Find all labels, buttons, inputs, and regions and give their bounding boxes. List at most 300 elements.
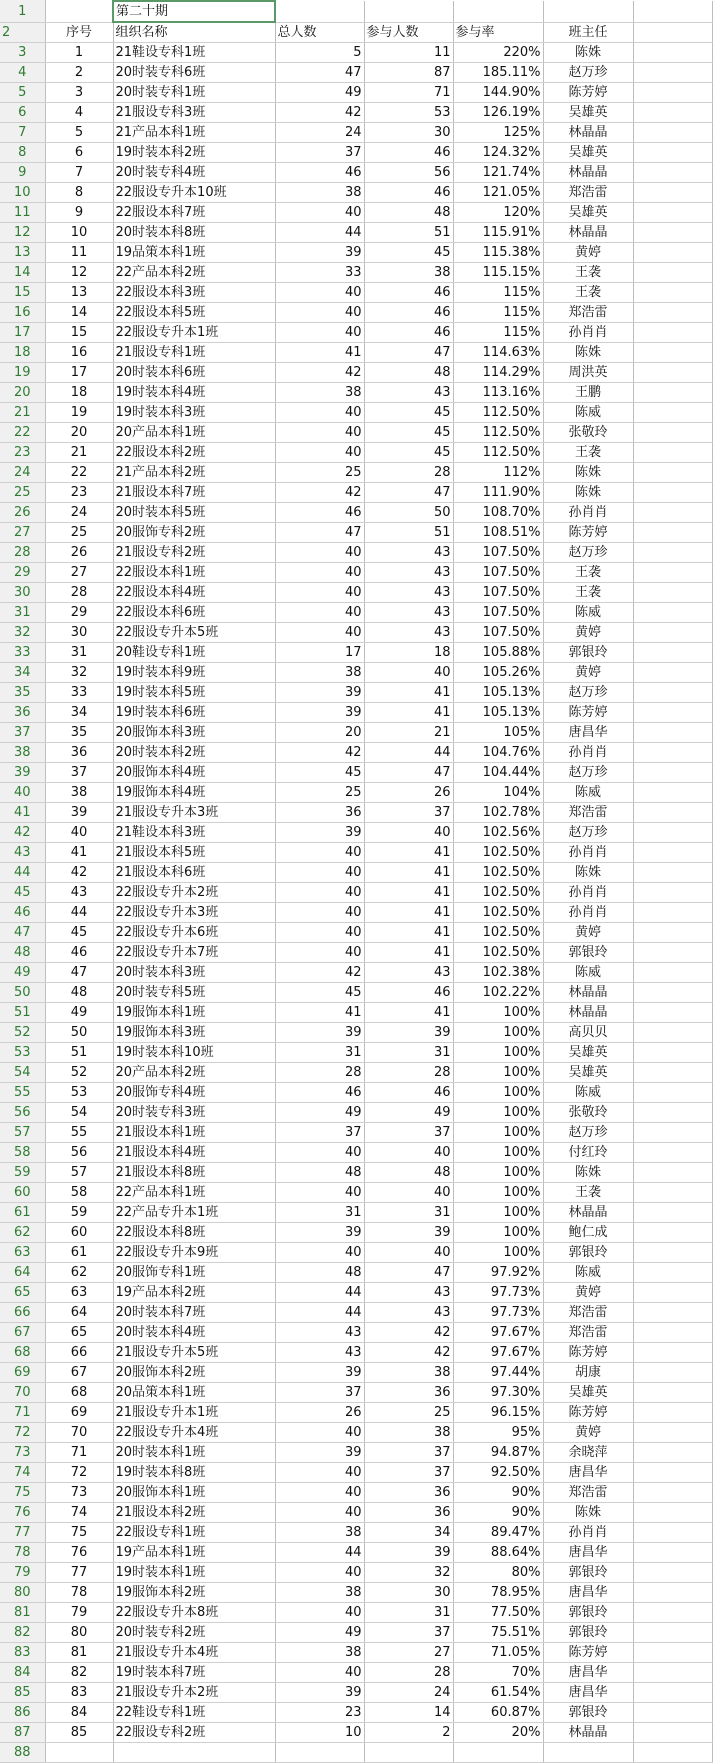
cell-org[interactable]: 22服设专升本9班 [113, 1243, 275, 1263]
cell-head-teacher[interactable]: 陈姝 [543, 1163, 633, 1183]
cell-head-teacher[interactable]: 陈威 [543, 603, 633, 623]
cell-seq[interactable]: 55 [45, 1123, 113, 1143]
cell-total[interactable]: 49 [275, 1103, 364, 1123]
header-seq[interactable]: 序号 [45, 22, 113, 43]
cell-participants[interactable]: 51 [364, 223, 453, 243]
cell-org[interactable]: 20时装本科2班 [113, 743, 275, 763]
cell-rate[interactable]: 97.73% [453, 1283, 543, 1303]
cell-org[interactable]: 20时装专科6班 [113, 63, 275, 83]
cell-seq[interactable]: 8 [45, 183, 113, 203]
row-number[interactable]: 52 [0, 1023, 45, 1043]
row-number[interactable]: 13 [0, 243, 45, 263]
cell-seq[interactable]: 53 [45, 1083, 113, 1103]
cell-participants[interactable]: 28 [364, 1063, 453, 1083]
row-number[interactable]: 17 [0, 323, 45, 343]
row-number[interactable]: 57 [0, 1123, 45, 1143]
cell[interactable] [633, 1623, 712, 1643]
cell-total[interactable]: 39 [275, 243, 364, 263]
cell-participants[interactable]: 41 [364, 943, 453, 963]
row-number[interactable]: 67 [0, 1323, 45, 1343]
cell-seq[interactable]: 36 [45, 743, 113, 763]
cell-seq[interactable]: 38 [45, 783, 113, 803]
cell-seq[interactable]: 9 [45, 203, 113, 223]
cell-org[interactable]: 21鞋设专科1班 [113, 43, 275, 63]
row-number[interactable]: 41 [0, 803, 45, 823]
cell-org[interactable]: 22服设专科2班 [113, 1723, 275, 1743]
cell[interactable] [633, 503, 712, 523]
cell[interactable] [633, 1043, 712, 1063]
cell-org[interactable]: 22服设本科4班 [113, 583, 275, 603]
cell-head-teacher[interactable]: 郑浩雷 [543, 303, 633, 323]
cell-head-teacher[interactable]: 郑浩雷 [543, 1323, 633, 1343]
cell-participants[interactable]: 27 [364, 1643, 453, 1663]
cell[interactable] [633, 343, 712, 363]
cell-participants[interactable]: 39 [364, 1023, 453, 1043]
row-number[interactable]: 82 [0, 1623, 45, 1643]
cell-total[interactable]: 5 [275, 43, 364, 63]
cell[interactable] [633, 363, 712, 383]
cell-org[interactable]: 19服饰本科1班 [113, 1003, 275, 1023]
cell-org[interactable]: 20服饰本科2班 [113, 1363, 275, 1383]
cell-seq[interactable]: 43 [45, 883, 113, 903]
cell[interactable] [633, 283, 712, 303]
row-number[interactable]: 69 [0, 1363, 45, 1383]
cell-seq[interactable]: 12 [45, 263, 113, 283]
cell-rate[interactable]: 105.13% [453, 683, 543, 703]
cell-participants[interactable]: 47 [364, 483, 453, 503]
row-number[interactable]: 84 [0, 1663, 45, 1683]
row-number[interactable]: 30 [0, 583, 45, 603]
cell[interactable] [633, 403, 712, 423]
cell-seq[interactable]: 16 [45, 343, 113, 363]
cell-rate[interactable]: 104% [453, 783, 543, 803]
cell[interactable] [633, 1443, 712, 1463]
row-number[interactable]: 1 [0, 1, 45, 22]
cell-head-teacher[interactable]: 黄婷 [543, 623, 633, 643]
cell[interactable] [633, 983, 712, 1003]
cell-org[interactable]: 21服设本科6班 [113, 863, 275, 883]
cell[interactable] [633, 623, 712, 643]
cell-seq[interactable]: 59 [45, 1203, 113, 1223]
cell-rate[interactable]: 102.50% [453, 923, 543, 943]
cell-seq[interactable]: 23 [45, 483, 113, 503]
cell-participants[interactable]: 26 [364, 783, 453, 803]
cell-total[interactable]: 40 [275, 323, 364, 343]
cell-org[interactable]: 20时装专科5班 [113, 983, 275, 1003]
cell-participants[interactable]: 32 [364, 1563, 453, 1583]
cell[interactable] [633, 83, 712, 103]
row-number[interactable]: 39 [0, 763, 45, 783]
cell-head-teacher[interactable]: 胡康 [543, 1363, 633, 1383]
cell-rate[interactable]: 115% [453, 303, 543, 323]
cell-participants[interactable]: 40 [364, 1143, 453, 1163]
row-number[interactable]: 70 [0, 1383, 45, 1403]
row-number[interactable]: 19 [0, 363, 45, 383]
cell-participants[interactable]: 36 [364, 1383, 453, 1403]
cell-head-teacher[interactable]: 郭银玲 [543, 1703, 633, 1723]
cell-org[interactable]: 20品策本科1班 [113, 1383, 275, 1403]
cell-head-teacher[interactable]: 黄婷 [543, 1423, 633, 1443]
row-number[interactable]: 37 [0, 723, 45, 743]
cell-org[interactable]: 19服饰本科3班 [113, 1023, 275, 1043]
cell-head-teacher[interactable]: 陈姝 [543, 863, 633, 883]
row-number[interactable]: 75 [0, 1483, 45, 1503]
cell-total[interactable]: 40 [275, 903, 364, 923]
cell-rate[interactable]: 100% [453, 1183, 543, 1203]
cell-participants[interactable]: 46 [364, 303, 453, 323]
cell-rate[interactable]: 88.64% [453, 1543, 543, 1563]
cell-total[interactable]: 25 [275, 463, 364, 483]
row-number[interactable]: 56 [0, 1103, 45, 1123]
cell-participants[interactable]: 45 [364, 403, 453, 423]
cell-org[interactable]: 19产品本科1班 [113, 1543, 275, 1563]
cell-head-teacher[interactable]: 赵万珍 [543, 63, 633, 83]
cell-seq[interactable]: 52 [45, 1063, 113, 1083]
row-number[interactable]: 27 [0, 523, 45, 543]
cell-rate[interactable]: 77.50% [453, 1603, 543, 1623]
cell-participants[interactable]: 56 [364, 163, 453, 183]
cell-head-teacher[interactable]: 孙肖肖 [543, 743, 633, 763]
cell[interactable] [45, 1743, 113, 1763]
cell-org[interactable]: 19时装本科10班 [113, 1043, 275, 1063]
cell-org[interactable]: 19产品本科2班 [113, 1283, 275, 1303]
cell-participants[interactable]: 45 [364, 443, 453, 463]
cell-total[interactable]: 43 [275, 1323, 364, 1343]
cell-rate[interactable]: 102.50% [453, 943, 543, 963]
cell[interactable] [633, 1643, 712, 1663]
cell[interactable] [633, 1203, 712, 1223]
cell-total[interactable]: 37 [275, 143, 364, 163]
cell-org[interactable]: 19服饰本科4班 [113, 783, 275, 803]
cell-rate[interactable]: 105% [453, 723, 543, 743]
cell-participants[interactable]: 47 [364, 343, 453, 363]
row-number[interactable]: 49 [0, 963, 45, 983]
cell-head-teacher[interactable]: 赵万珍 [543, 763, 633, 783]
cell-participants[interactable]: 37 [364, 1443, 453, 1463]
cell[interactable] [633, 163, 712, 183]
cell-head-teacher[interactable]: 郭银玲 [543, 943, 633, 963]
cell[interactable] [633, 323, 712, 343]
cell-participants[interactable]: 45 [364, 243, 453, 263]
row-number[interactable]: 76 [0, 1503, 45, 1523]
cell-total[interactable]: 38 [275, 1583, 364, 1603]
cell-participants[interactable]: 45 [364, 423, 453, 443]
cell-total[interactable]: 46 [275, 1083, 364, 1103]
cell-org[interactable]: 22服设专升本7班 [113, 943, 275, 963]
cell-org[interactable]: 22服设本科1班 [113, 563, 275, 583]
cell-participants[interactable]: 36 [364, 1483, 453, 1503]
cell-org[interactable]: 22产品本科1班 [113, 1183, 275, 1203]
cell-seq[interactable]: 83 [45, 1683, 113, 1703]
cell[interactable] [633, 1303, 712, 1323]
cell-seq[interactable]: 39 [45, 803, 113, 823]
cell-org[interactable]: 21服设专科1班 [113, 343, 275, 363]
cell[interactable] [633, 263, 712, 283]
cell-rate[interactable]: 111.90% [453, 483, 543, 503]
cell-head-teacher[interactable]: 孙肖肖 [543, 1523, 633, 1543]
cell[interactable] [633, 583, 712, 603]
cell-org[interactable]: 22服设本科2班 [113, 443, 275, 463]
cell-total[interactable]: 44 [275, 1543, 364, 1563]
row-number[interactable]: 55 [0, 1083, 45, 1103]
cell[interactable] [633, 783, 712, 803]
row-number[interactable]: 87 [0, 1723, 45, 1743]
cell-org[interactable]: 21服设专升本4班 [113, 1643, 275, 1663]
cell[interactable] [633, 1063, 712, 1083]
cell-head-teacher[interactable]: 林晶晶 [543, 983, 633, 1003]
cell-org[interactable]: 20服饰本科3班 [113, 723, 275, 743]
row-number[interactable]: 35 [0, 683, 45, 703]
cell[interactable] [633, 1263, 712, 1283]
cell-total[interactable]: 40 [275, 943, 364, 963]
cell-total[interactable]: 40 [275, 543, 364, 563]
cell-org[interactable]: 19时装本科2班 [113, 143, 275, 163]
cell-rate[interactable]: 100% [453, 1103, 543, 1123]
cell-seq[interactable]: 46 [45, 943, 113, 963]
cell-org[interactable]: 21产品本科1班 [113, 123, 275, 143]
cell-org[interactable]: 22服设专升本4班 [113, 1423, 275, 1443]
row-number[interactable]: 77 [0, 1523, 45, 1543]
cell-rate[interactable]: 102.50% [453, 863, 543, 883]
cell-org[interactable]: 21服设本科8班 [113, 1163, 275, 1183]
cell-seq[interactable]: 28 [45, 583, 113, 603]
cell-participants[interactable]: 51 [364, 523, 453, 543]
cell-org[interactable]: 19时装本科7班 [113, 1663, 275, 1683]
cell-rate[interactable]: 70% [453, 1663, 543, 1683]
cell[interactable] [633, 1163, 712, 1183]
cell-rate[interactable]: 100% [453, 1163, 543, 1183]
cell-rate[interactable]: 121.05% [453, 183, 543, 203]
cell-participants[interactable]: 43 [364, 383, 453, 403]
cell-participants[interactable]: 87 [364, 63, 453, 83]
cell[interactable] [633, 1103, 712, 1123]
cell-participants[interactable]: 41 [364, 703, 453, 723]
cell-participants[interactable]: 39 [364, 1543, 453, 1563]
cell-total[interactable]: 25 [275, 783, 364, 803]
cell-rate[interactable]: 60.87% [453, 1703, 543, 1723]
cell[interactable] [633, 1523, 712, 1543]
cell[interactable] [633, 923, 712, 943]
cell-seq[interactable]: 40 [45, 823, 113, 843]
cell-participants[interactable]: 30 [364, 1583, 453, 1603]
row-number[interactable]: 58 [0, 1143, 45, 1163]
cell-seq[interactable]: 44 [45, 903, 113, 923]
cell[interactable] [633, 1323, 712, 1343]
cell[interactable] [633, 543, 712, 563]
cell[interactable] [113, 1743, 275, 1763]
cell-org[interactable]: 19时装本科8班 [113, 1463, 275, 1483]
cell-total[interactable]: 40 [275, 583, 364, 603]
row-number[interactable]: 12 [0, 223, 45, 243]
cell-org[interactable]: 20时装本科4班 [113, 1323, 275, 1343]
cell-total[interactable]: 39 [275, 1223, 364, 1243]
cell-seq[interactable]: 18 [45, 383, 113, 403]
cell[interactable] [633, 563, 712, 583]
cell-seq[interactable]: 49 [45, 1003, 113, 1023]
cell[interactable] [633, 1663, 712, 1683]
cell-total[interactable]: 45 [275, 983, 364, 1003]
cell-rate[interactable]: 105.13% [453, 703, 543, 723]
cell-seq[interactable]: 27 [45, 563, 113, 583]
row-number[interactable]: 59 [0, 1163, 45, 1183]
cell-rate[interactable]: 107.50% [453, 543, 543, 563]
cell[interactable] [633, 703, 712, 723]
cell-seq[interactable]: 42 [45, 863, 113, 883]
cell-participants[interactable]: 48 [364, 1163, 453, 1183]
cell-seq[interactable]: 50 [45, 1023, 113, 1043]
cell-total[interactable]: 40 [275, 1183, 364, 1203]
cell-head-teacher[interactable]: 陈芳婷 [543, 703, 633, 723]
cell-seq[interactable]: 66 [45, 1343, 113, 1363]
cell[interactable] [633, 63, 712, 83]
cell-rate[interactable]: 112% [453, 463, 543, 483]
cell[interactable] [633, 1703, 712, 1723]
cell-org[interactable]: 20时装本科1班 [113, 1443, 275, 1463]
cell-head-teacher[interactable]: 付红玲 [543, 1143, 633, 1163]
cell-seq[interactable]: 51 [45, 1043, 113, 1063]
cell-head-teacher[interactable]: 吴雄英 [543, 1063, 633, 1083]
row-number[interactable]: 78 [0, 1543, 45, 1563]
cell-head-teacher[interactable]: 陈姝 [543, 343, 633, 363]
cell-rate[interactable]: 124.32% [453, 143, 543, 163]
cell-org[interactable]: 19时装本科4班 [113, 383, 275, 403]
cell-head-teacher[interactable]: 陈威 [543, 783, 633, 803]
cell-participants[interactable]: 34 [364, 1523, 453, 1543]
cell-seq[interactable]: 3 [45, 83, 113, 103]
cell-org[interactable]: 19时装本科1班 [113, 1563, 275, 1583]
cell-participants[interactable]: 24 [364, 1683, 453, 1703]
cell-seq[interactable]: 69 [45, 1403, 113, 1423]
cell[interactable] [633, 423, 712, 443]
cell-participants[interactable]: 48 [364, 363, 453, 383]
cell[interactable] [633, 1603, 712, 1623]
cell[interactable] [633, 303, 712, 323]
cell-org[interactable]: 21服设专科3班 [113, 103, 275, 123]
cell-rate[interactable]: 126.19% [453, 103, 543, 123]
cell-seq[interactable]: 35 [45, 723, 113, 743]
cell-total[interactable]: 40 [275, 1463, 364, 1483]
row-number[interactable]: 21 [0, 403, 45, 423]
cell-rate[interactable]: 80% [453, 1563, 543, 1583]
cell-participants[interactable]: 41 [364, 843, 453, 863]
row-number[interactable]: 62 [0, 1223, 45, 1243]
cell-participants[interactable]: 40 [364, 1183, 453, 1203]
cell-participants[interactable]: 46 [364, 183, 453, 203]
row-number[interactable]: 22 [0, 423, 45, 443]
cell-seq[interactable]: 31 [45, 643, 113, 663]
cell-rate[interactable]: 78.95% [453, 1583, 543, 1603]
cell-participants[interactable]: 47 [364, 1263, 453, 1283]
cell-seq[interactable]: 85 [45, 1723, 113, 1743]
cell-total[interactable]: 40 [275, 1483, 364, 1503]
cell-participants[interactable]: 38 [364, 263, 453, 283]
cell-rate[interactable]: 89.47% [453, 1523, 543, 1543]
cell-seq[interactable]: 15 [45, 323, 113, 343]
cell-seq[interactable]: 25 [45, 523, 113, 543]
cell-rate[interactable]: 113.16% [453, 383, 543, 403]
row-number[interactable]: 23 [0, 443, 45, 463]
cell-participants[interactable]: 41 [364, 923, 453, 943]
cell-org[interactable]: 22服设专升本10班 [113, 183, 275, 203]
cell-total[interactable]: 42 [275, 363, 364, 383]
cell-seq[interactable]: 48 [45, 983, 113, 1003]
cell-total[interactable]: 38 [275, 183, 364, 203]
cell-total[interactable]: 47 [275, 63, 364, 83]
row-number[interactable]: 65 [0, 1283, 45, 1303]
cell-rate[interactable]: 107.50% [453, 603, 543, 623]
row-number[interactable]: 51 [0, 1003, 45, 1023]
cell-org[interactable]: 22产品专升本1班 [113, 1203, 275, 1223]
cell-head-teacher[interactable]: 孙肖肖 [543, 843, 633, 863]
cell-head-teacher[interactable]: 陈姝 [543, 483, 633, 503]
cell-head-teacher[interactable]: 郭银玲 [543, 1603, 633, 1623]
cell-seq[interactable]: 33 [45, 683, 113, 703]
cell-seq[interactable]: 47 [45, 963, 113, 983]
row-number[interactable]: 31 [0, 603, 45, 623]
cell-rate[interactable]: 112.50% [453, 403, 543, 423]
cell-rate[interactable]: 95% [453, 1423, 543, 1443]
cell-total[interactable]: 38 [275, 663, 364, 683]
cell-participants[interactable]: 44 [364, 743, 453, 763]
row-number[interactable]: 10 [0, 183, 45, 203]
cell[interactable] [633, 22, 712, 43]
cell-participants[interactable]: 11 [364, 43, 453, 63]
cell-seq[interactable]: 24 [45, 503, 113, 523]
cell-total[interactable]: 49 [275, 83, 364, 103]
cell-seq[interactable]: 77 [45, 1563, 113, 1583]
cell-org[interactable]: 20服饰专科1班 [113, 1263, 275, 1283]
cell[interactable] [633, 1, 712, 22]
cell-head-teacher[interactable]: 吴雄英 [543, 143, 633, 163]
row-number[interactable]: 15 [0, 283, 45, 303]
cell[interactable] [633, 1743, 712, 1763]
cell-org[interactable]: 21服设本科2班 [113, 1503, 275, 1523]
cell-rate[interactable]: 112.50% [453, 443, 543, 463]
cell-rate[interactable]: 125% [453, 123, 543, 143]
cell-participants[interactable]: 41 [364, 903, 453, 923]
cell-participants[interactable]: 50 [364, 503, 453, 523]
cell-seq[interactable]: 7 [45, 163, 113, 183]
cell-seq[interactable]: 58 [45, 1183, 113, 1203]
cell-org[interactable]: 20时装本科5班 [113, 503, 275, 523]
cell-rate[interactable]: 90% [453, 1483, 543, 1503]
row-number[interactable]: 20 [0, 383, 45, 403]
cell-head-teacher[interactable]: 高贝贝 [543, 1023, 633, 1043]
row-number[interactable]: 29 [0, 563, 45, 583]
cell-participants[interactable]: 71 [364, 83, 453, 103]
cell-participants[interactable]: 31 [364, 1043, 453, 1063]
cell-seq[interactable]: 79 [45, 1603, 113, 1623]
cell[interactable] [633, 1363, 712, 1383]
cell-total[interactable]: 41 [275, 343, 364, 363]
cell-head-teacher[interactable]: 林晶晶 [543, 163, 633, 183]
cell-total[interactable]: 40 [275, 863, 364, 883]
cell-rate[interactable]: 97.73% [453, 1303, 543, 1323]
cell-head-teacher[interactable]: 吴雄英 [543, 103, 633, 123]
cell[interactable] [633, 463, 712, 483]
cell-head-teacher[interactable]: 林晶晶 [543, 1723, 633, 1743]
cell-head-teacher[interactable]: 黄婷 [543, 1283, 633, 1303]
row-number[interactable]: 36 [0, 703, 45, 723]
cell-rate[interactable]: 100% [453, 1223, 543, 1243]
cell-head-teacher[interactable]: 林晶晶 [543, 223, 633, 243]
cell-total[interactable]: 44 [275, 1303, 364, 1323]
cell-total[interactable]: 17 [275, 643, 364, 663]
cell[interactable] [633, 383, 712, 403]
cell[interactable] [633, 1563, 712, 1583]
cell-seq[interactable]: 68 [45, 1383, 113, 1403]
cell-seq[interactable]: 13 [45, 283, 113, 303]
